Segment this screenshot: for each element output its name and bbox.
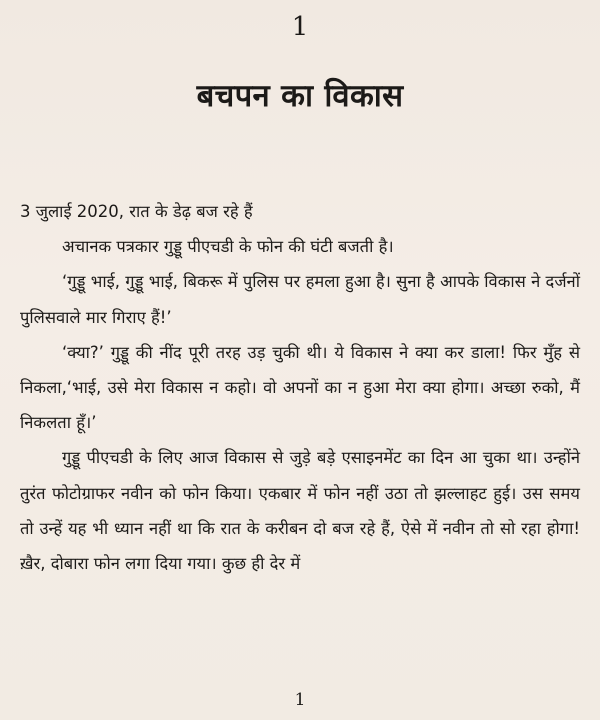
chapter-number: 1 bbox=[291, 12, 309, 42]
paragraph-dateline: 3 जुलाई 2020, रात के डेढ़ बज रहे हैं bbox=[20, 202, 253, 221]
paragraph: ‘क्या?’ गुड्डू की नींद पूरी तरह उड़ चुकी थी। ये विकास ने क्या कर डाला! फिर मुँह से निकला,‘भाई, उसे मेरा विकास न कहो। वो अपनों का न हुआ मेरा क्या होगा। अच्छा रुको, मैं निकलता हूँ।’ bbox=[20, 342, 580, 433]
chapter-body bbox=[20, 194, 580, 581]
paragraph: अचानक पत्रकार गुड्डू पीएचडी के फोन की घंटी बजती है। bbox=[62, 237, 394, 257]
paragraph: ‘गुड्डू भाई, गुड्डू भाई, बिकरू में पुलिस पर हमला हुआ है। सुना है आपके विकास ने दर्जनों पुलिसवाले मार गिराए हैं!’ bbox=[20, 272, 580, 327]
chapter-title: बचपन का विकास bbox=[196, 78, 404, 114]
paragraph: गुड्डू पीएचडी के लिए आज विकास से जुड़े बड़े एसाइनमेंट का दिन आ चुका था। उन्होंने तुरंत फोटोग्राफर नवीन को फोन किया। एकबार में फोन नहीं उठा तो झल्लाहट हुई। उस समय तो उन्हें यह भी ध्यान नहीं था कि रात के करीबन दो बज रहे हैं, ऐसे में नवीन तो सो रहा होगा! ख़ैर, दोबारा फोन लगा दिया गया। कुछ ही देर में bbox=[20, 448, 580, 574]
footer-page-number: 1 bbox=[294, 690, 306, 710]
